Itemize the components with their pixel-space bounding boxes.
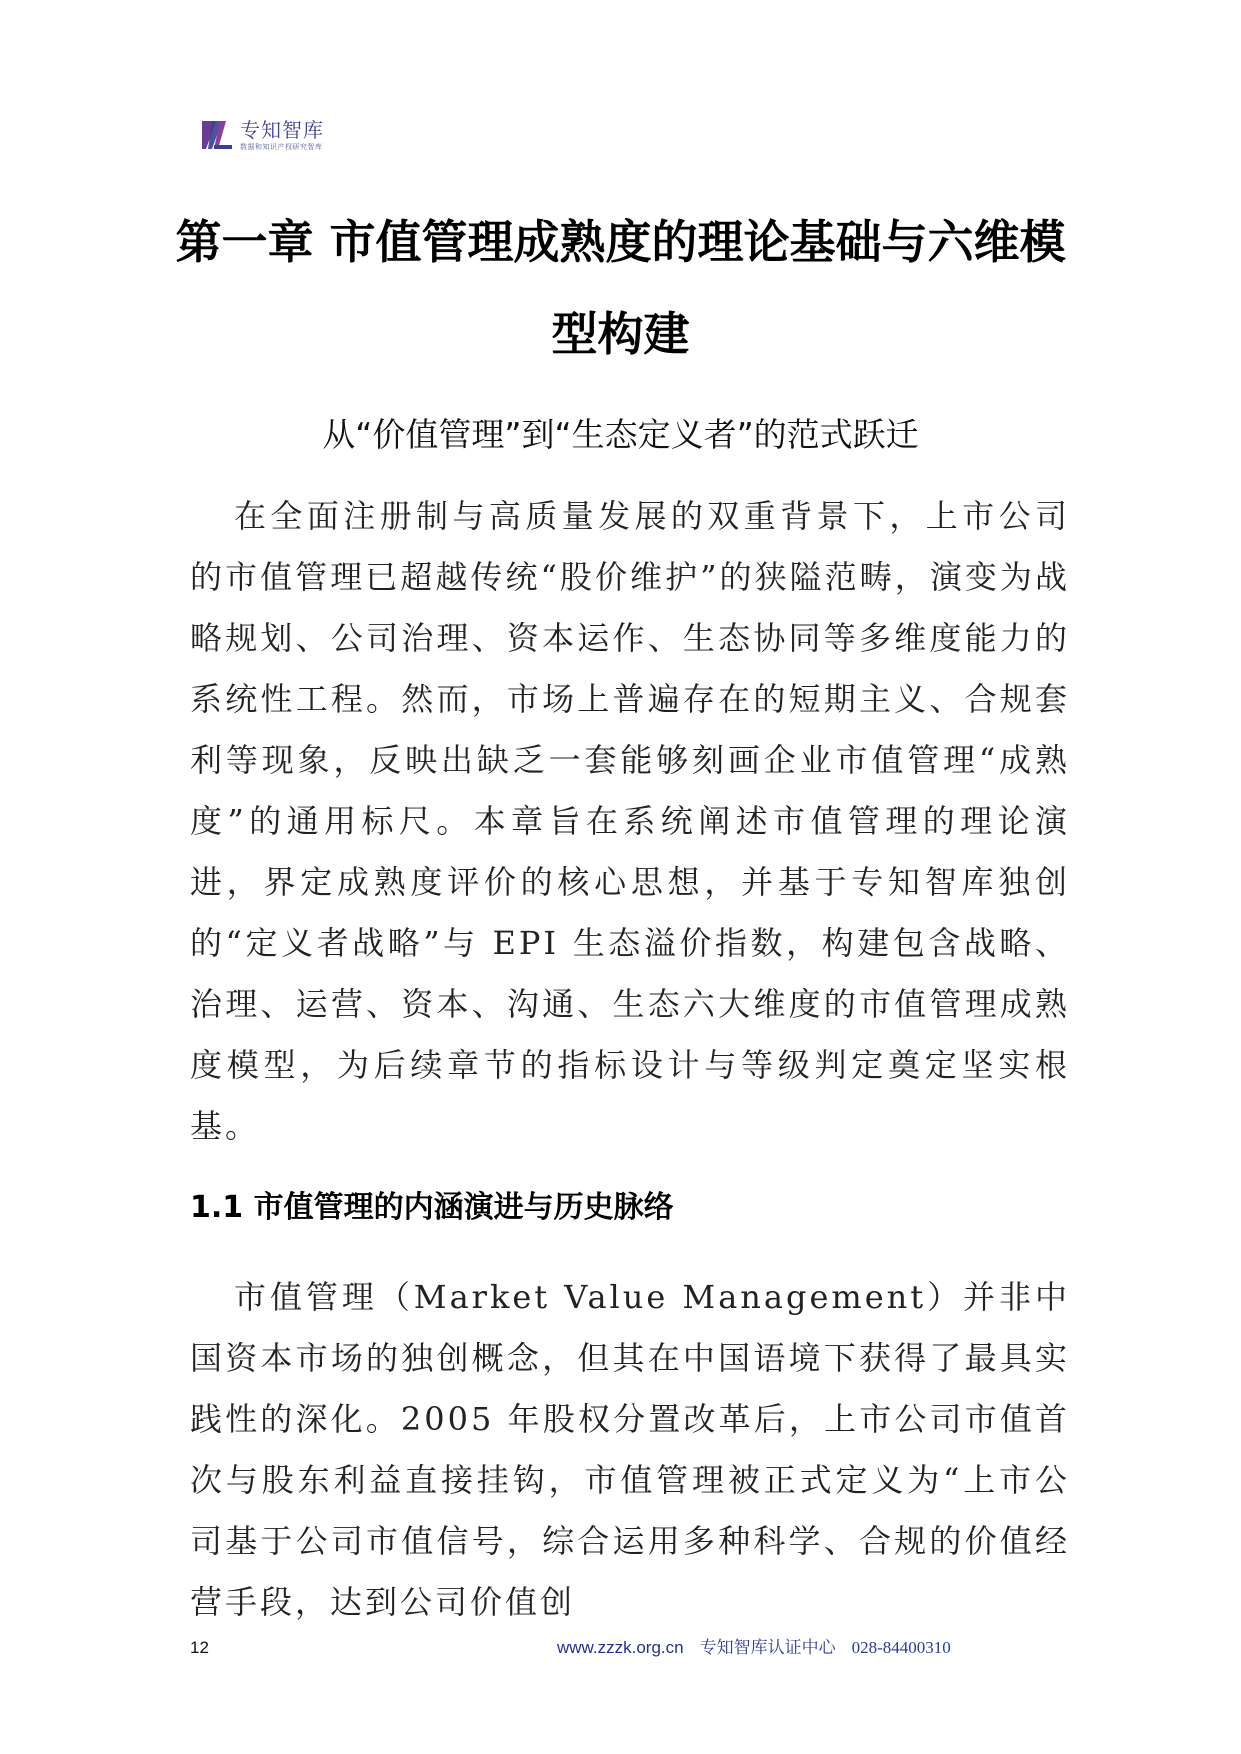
footer-info [557,1636,951,1660]
footer-org-name: 专知智库认证中心 [699,1638,836,1658]
footer-url-link[interactable]: www.zzzk.org.cn [557,1638,684,1657]
section-heading: 1.1 市值管理的内涵演进与历史脉络 [190,1190,674,1225]
page-footer [0,1636,1241,1660]
logo [200,112,324,158]
intro-paragraph: 在全面注册制与高质量发展的双重背景下，上市公司的市值管理已超越传统“股价维护”的狭隘范畴，演变为战略规划、公司治理、资本运作、生态协同等多维度能力的系统性工程。然而，市场上普遍存在的短期主义、合规套利等现象，反映出缺乏一套能够刻画企业市值管理“成熟度”的通用标尺。本章旨在系统阐述市值管理的理论演进，界定成熟度评价的核心思想，并基于专知智库独创的“定义者战略”与 EPI 生态溢价指数，构建包含战略、治理、运营、资本、沟通、生态六大维度的市值管理成熟度模型，为后续章节的指标设计与等级判定奠定坚实根基。 [190,497,1070,1145]
page-number: 12 [190,1638,209,1657]
logo-name: 专知智库 [240,118,324,142]
logo-tagline: 数据和知识产权研究智库 [240,143,323,151]
footer-phone: 028-84400310 [851,1638,951,1657]
section-paragraph: 市值管理（Market Value Management）并非中国资本市场的独创概念，但其在中国语境下获得了最具实践性的深化。2005 年股权分置改革后，上市公司市值首次与股东利益直接挂钩，市值管理被正式定义为“上市公司基于公司市值信号，综合运用多种科学、合规的价值经营手段，达到公司价值创 [190,1278,1070,1621]
chapter-title: 第一章 市值管理成熟度的理论基础与六维模型构建 [175,215,1066,361]
chapter-subtitle: 从“价值管理”到“生态定义者”的范式跃迁 [322,415,919,454]
brand-logo-icon [200,117,234,153]
